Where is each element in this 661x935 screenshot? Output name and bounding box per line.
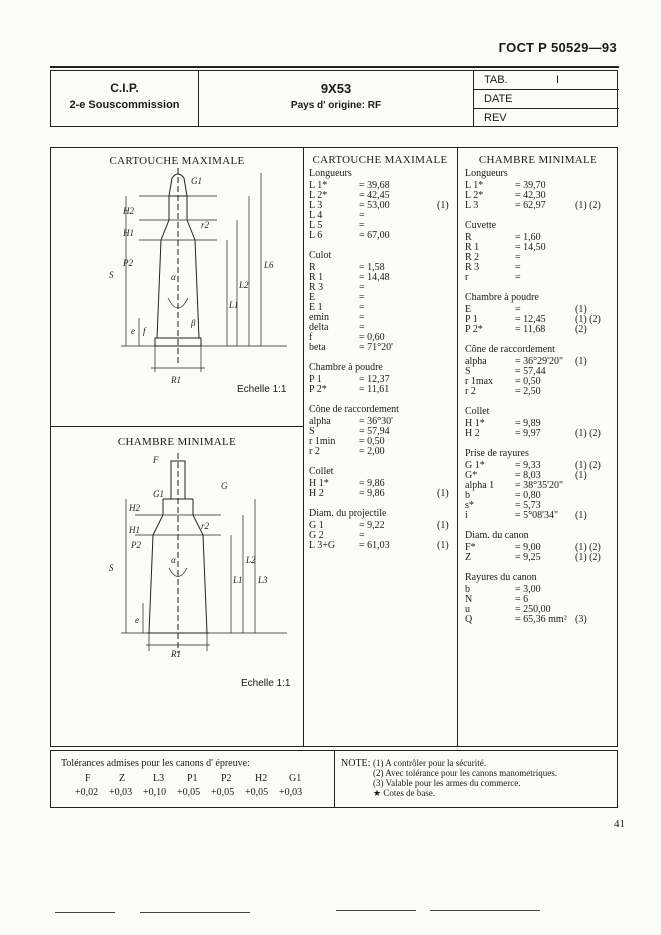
spec-key: L 3 xyxy=(465,200,479,211)
date-label: DATE xyxy=(484,93,513,105)
note-line: ★ Cotes de base. xyxy=(373,788,436,798)
spec-key: Z xyxy=(465,552,472,563)
section-heading: Chambre à poudre xyxy=(465,292,539,303)
spec-value: = 14,50 xyxy=(515,242,546,253)
spec-note: (1) xyxy=(437,488,449,499)
spec-value: = 9,86 xyxy=(359,488,385,499)
spec-value: = 12,37 xyxy=(359,374,390,385)
label-r2: r2 xyxy=(201,220,210,230)
spec-value: = 9,25 xyxy=(515,552,541,563)
note-line: (3) Valable pour les armes du commerce. xyxy=(373,778,521,788)
cartridge-table xyxy=(309,168,455,608)
spec-key: E xyxy=(309,292,316,303)
spec-key: G 2 xyxy=(309,530,324,541)
spec-value: = xyxy=(515,262,521,273)
label-p2: P2 xyxy=(123,258,133,268)
spec-value: = xyxy=(359,220,365,231)
note-line: (2) Avec tolérance pour les canons manometriques. xyxy=(373,768,558,778)
cartridge-drawing-title: CARTOUCHE MAXIMALE xyxy=(109,155,245,167)
spec-value: = 42,45 xyxy=(359,190,390,201)
chamber-table xyxy=(465,168,615,728)
spec-value: = xyxy=(359,292,365,303)
chamber-scale: Echelle 1:1 xyxy=(241,678,291,689)
caliber: 9X53 xyxy=(320,81,352,96)
label-f-chamber: F xyxy=(153,455,159,465)
spec-key: S xyxy=(465,366,471,377)
spec-note: (1) xyxy=(437,540,449,551)
subcommission: 2-e Souscommission xyxy=(69,99,180,111)
spec-value: = 9,89 xyxy=(515,418,541,429)
bottom-rule xyxy=(140,912,250,913)
spec-value: = xyxy=(359,282,365,293)
cartridge-table-title: CARTOUCHE MAXIMALE xyxy=(312,154,448,166)
spec-key: b xyxy=(465,490,470,501)
spec-value: = 1,58 xyxy=(359,262,385,273)
label-h2: H2 xyxy=(123,206,134,216)
spec-key: P 2* xyxy=(309,384,327,395)
label-l1: L1 xyxy=(229,300,239,310)
spec-key: R 1 xyxy=(465,242,480,253)
spec-note: (1) xyxy=(575,510,587,521)
tolerances-divider xyxy=(334,751,335,807)
cartridge-scale: Echelle 1:1 xyxy=(237,384,287,395)
spec-value: = 8,03 xyxy=(515,470,541,481)
spec-key: G 1* xyxy=(465,460,485,471)
spec-value: = 36°29'20" xyxy=(515,356,564,367)
spec-note: (1) (2) xyxy=(575,428,601,439)
spec-note: (2) xyxy=(575,324,587,335)
spec-key: E xyxy=(465,304,472,315)
spec-value: = 0,50 xyxy=(359,436,385,447)
label-l1-chamber: L1 xyxy=(233,575,243,585)
date-row xyxy=(474,90,619,109)
chamber-table-title: CHAMBRE MINIMALE xyxy=(478,154,598,166)
spec-value: = 9,00 xyxy=(515,542,541,553)
spec-key: s* xyxy=(465,500,474,511)
label-alpha: α xyxy=(171,272,176,282)
tolerance-header: P1 xyxy=(187,773,198,784)
tolerances-title: Tolérances admises pour les canons d' épreuve: xyxy=(61,758,250,769)
section-heading: Rayures du canon xyxy=(465,572,537,583)
column-divider xyxy=(457,148,458,746)
spec-key: H 1* xyxy=(309,478,329,489)
spec-value: = 65,36 mm² xyxy=(515,614,567,625)
tolerance-value: +0,10 xyxy=(143,787,167,798)
spec-value: = 0,60 xyxy=(359,332,385,343)
spec-key: H 2 xyxy=(309,488,324,499)
spec-key: R xyxy=(465,232,472,243)
origin: Pays d' origine: RF xyxy=(290,100,382,111)
spec-value: = xyxy=(359,322,365,333)
spec-value: = 3,00 xyxy=(515,584,541,595)
spec-value: = 71°20' xyxy=(359,342,393,353)
section-heading: Prise de rayures xyxy=(465,448,529,459)
spec-key: r 1min xyxy=(309,436,336,447)
label-h1: H1 xyxy=(123,228,134,238)
spec-key: R xyxy=(309,262,316,273)
spec-key: H 1* xyxy=(465,418,485,429)
label-h1-chamber: H1 xyxy=(129,525,140,535)
spec-value: = xyxy=(359,210,365,221)
spec-value: = 38°35'20" xyxy=(515,480,564,491)
spec-key: r 2 xyxy=(465,386,476,397)
spec-key: R 1 xyxy=(309,272,324,283)
spec-value: = 61,03 xyxy=(359,540,390,551)
section-heading: Diam. du canon xyxy=(465,530,529,541)
tolerance-header: Z xyxy=(119,773,126,784)
header-meta-cell xyxy=(474,71,619,126)
spec-key: G 1 xyxy=(309,520,324,531)
label-s-chamber: S xyxy=(109,563,114,573)
spec-value: = 2,50 xyxy=(515,386,541,397)
spec-value: = 1,60 xyxy=(515,232,541,243)
spec-note: (1) xyxy=(575,304,587,315)
spec-value: = 36°30' xyxy=(359,416,393,427)
header-caliber-cell xyxy=(199,71,474,126)
spec-value: = 0,50 xyxy=(515,376,541,387)
spec-note: (1) xyxy=(575,356,587,367)
tab-row xyxy=(474,71,619,90)
spec-key: N xyxy=(465,594,473,605)
spec-note: (1) xyxy=(575,470,587,481)
section-heading: Cône de raccordement xyxy=(465,344,555,355)
spec-key: L 1* xyxy=(465,180,484,191)
main-frame xyxy=(50,147,618,747)
spec-value: = 0,80 xyxy=(515,490,541,501)
section-heading: Diam. du projectile xyxy=(309,508,387,519)
spec-value: = 6 xyxy=(515,594,529,605)
spec-value: = xyxy=(359,530,365,541)
tolerance-header: H2 xyxy=(255,773,268,784)
chamber-drawing-title: CHAMBRE MINIMALE xyxy=(117,436,237,448)
spec-key: R 3 xyxy=(309,282,324,293)
section-heading: Longueurs xyxy=(309,168,352,179)
spec-note: (1) xyxy=(437,520,449,531)
label-r2-chamber: r2 xyxy=(201,521,210,531)
spec-value: = 250,00 xyxy=(515,604,551,615)
spec-key: L 5 xyxy=(309,220,323,231)
rev-row xyxy=(474,109,619,128)
tolerance-header: P2 xyxy=(221,773,232,784)
chamber-drawing xyxy=(51,453,303,673)
spec-key: P 2* xyxy=(465,324,483,335)
spec-key: delta xyxy=(309,322,329,333)
section-heading: Chambre à poudre xyxy=(309,362,383,373)
spec-note: (1) (2) xyxy=(575,314,601,325)
spec-key: L 2* xyxy=(465,190,484,201)
section-heading: Cône de raccordement xyxy=(309,404,399,415)
label-r1: R1 xyxy=(171,375,181,385)
label-g1: G1 xyxy=(191,176,202,186)
tolerance-value: +0,02 xyxy=(75,787,99,798)
spec-note: (1) xyxy=(437,200,449,211)
spec-key: u xyxy=(465,604,470,615)
tolerance-header: G1 xyxy=(289,773,302,784)
spec-key: L 3+G xyxy=(309,540,336,551)
spec-key: H 2 xyxy=(465,428,480,439)
label-l2: L2 xyxy=(239,280,249,290)
tolerance-value: +0,05 xyxy=(177,787,201,798)
spec-value: = 62,97 xyxy=(515,200,546,211)
tolerance-header: F xyxy=(85,773,91,784)
label-alpha-chamber: α xyxy=(171,555,176,565)
spec-value: = 57,44 xyxy=(515,366,546,377)
spec-note: (1) (2) xyxy=(575,552,601,563)
bottom-rule xyxy=(430,910,540,911)
gost-header: ГОСТ Р 50529—93 xyxy=(498,40,617,55)
rev-label: REV xyxy=(484,112,507,124)
tolerance-value: +0,05 xyxy=(245,787,269,798)
spec-key: b xyxy=(465,584,470,595)
section-heading: Longueurs xyxy=(465,168,508,179)
spec-key: alpha xyxy=(465,356,487,367)
section-heading: Cuvette xyxy=(465,220,497,231)
spec-value: = 67,00 xyxy=(359,230,390,241)
spec-value: = 53,00 xyxy=(359,200,390,211)
spec-value: = 42,30 xyxy=(515,190,546,201)
section-heading: Culot xyxy=(309,250,332,261)
spec-note: (3) xyxy=(575,614,587,625)
spec-value: = 12,45 xyxy=(515,314,546,325)
spec-value: = xyxy=(359,302,365,313)
label-g1-chamber: G1 xyxy=(153,489,164,499)
label-l2-chamber: L2 xyxy=(246,555,256,565)
spec-value: = 11,68 xyxy=(515,324,546,335)
spec-value: = 5°08'34" xyxy=(515,510,559,521)
spec-note: (1) (2) xyxy=(575,542,601,553)
spec-value: = 39,68 xyxy=(359,180,390,191)
spec-key: beta xyxy=(309,342,326,353)
spec-key: r 2 xyxy=(309,446,320,457)
tab-value: I xyxy=(556,74,560,86)
spec-value: = xyxy=(515,252,521,263)
page-number: 41 xyxy=(614,818,625,830)
spec-key: alpha 1 xyxy=(465,480,495,491)
spec-note: (1) (2) xyxy=(575,460,601,471)
notes-list xyxy=(373,758,557,798)
spec-value: = 9,97 xyxy=(515,428,541,439)
spec-key: f xyxy=(309,332,313,343)
column-divider xyxy=(303,148,304,746)
cartridge-drawing xyxy=(51,168,303,393)
bottom-rule xyxy=(55,912,115,913)
spec-key: L 1* xyxy=(309,180,328,191)
left-split-rule xyxy=(51,426,303,427)
label-l3-chamber: L3 xyxy=(258,575,268,585)
spec-value: = 11,61 xyxy=(359,384,390,395)
spec-value: = 57,94 xyxy=(359,426,390,437)
spec-value: = 14,48 xyxy=(359,272,390,283)
tolerance-value: +0,03 xyxy=(279,787,303,798)
tolerance-value: +0,05 xyxy=(211,787,235,798)
spec-key: r xyxy=(465,272,469,283)
spec-key: L 4 xyxy=(309,210,323,221)
org-name: C.I.P. xyxy=(110,81,139,95)
top-rule xyxy=(50,66,619,68)
tolerance-value: +0,03 xyxy=(109,787,133,798)
spec-value: = 9,33 xyxy=(515,460,541,471)
header-org-cell xyxy=(51,71,199,126)
spec-note: (1) (2) xyxy=(575,200,601,211)
spec-key: L 3 xyxy=(309,200,323,211)
spec-value: = xyxy=(515,304,521,315)
spec-value: = 2,00 xyxy=(359,446,385,457)
spec-key: P 1 xyxy=(309,374,322,385)
spec-value: = xyxy=(515,272,521,283)
spec-value: = 9,22 xyxy=(359,520,385,531)
spec-key: R 2 xyxy=(465,252,480,263)
spec-key: P 1 xyxy=(465,314,478,325)
label-beta: β xyxy=(191,318,196,328)
spec-key: E 1 xyxy=(309,302,323,313)
spec-key: F* xyxy=(465,542,476,553)
spec-key: i xyxy=(465,510,468,521)
spec-key: L 6 xyxy=(309,230,323,241)
label-h2-chamber: H2 xyxy=(129,503,140,513)
spec-value: = xyxy=(359,312,365,323)
label-r-chamber: e xyxy=(135,615,139,625)
spec-key: L 2* xyxy=(309,190,328,201)
spec-key: S xyxy=(309,426,315,437)
spec-value: = 39,70 xyxy=(515,180,546,191)
label-f: f xyxy=(143,326,146,336)
bottom-rule xyxy=(336,910,416,911)
note-line: (1) A contrôler pour la sécurité. xyxy=(373,758,486,768)
tab-label: TAB. xyxy=(484,74,508,86)
header-table xyxy=(50,70,618,127)
spec-key: r 1max xyxy=(465,376,494,387)
spec-key: emin xyxy=(309,312,329,323)
label-g: G xyxy=(221,481,228,491)
label-l6: L6 xyxy=(264,260,274,270)
spec-key: G* xyxy=(465,470,478,481)
spec-value: = 5,73 xyxy=(515,500,541,511)
label-e: e xyxy=(131,326,135,336)
notes-label: NOTE: xyxy=(341,758,371,769)
spec-key: Q xyxy=(465,614,473,625)
section-heading: Collet xyxy=(465,406,490,417)
tolerances-notes-box xyxy=(50,750,618,808)
tolerance-header: L3 xyxy=(153,773,165,784)
spec-key: alpha xyxy=(309,416,331,427)
label-p2-chamber: P2 xyxy=(131,540,141,550)
label-r1-chamber: R1 xyxy=(171,649,181,659)
spec-key: R 3 xyxy=(465,262,480,273)
section-heading: Collet xyxy=(309,466,334,477)
spec-value: = 9,86 xyxy=(359,478,385,489)
label-s: S xyxy=(109,270,114,280)
